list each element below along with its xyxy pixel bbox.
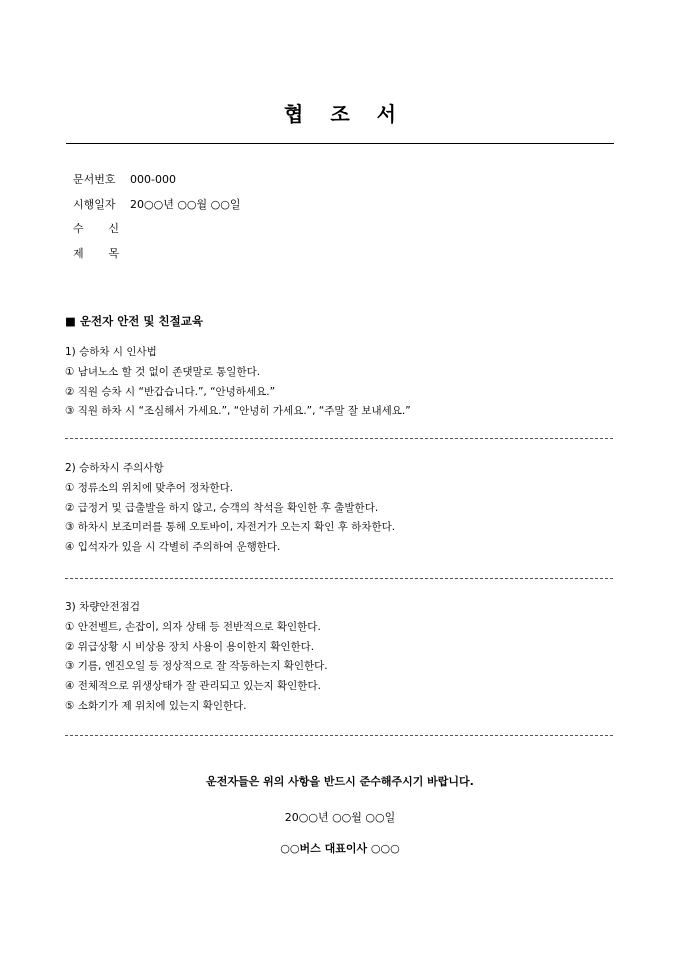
closing-date: 20○○년 ○○월 ○○일 [284,811,396,824]
list-item: ② 급정거 및 급출발을 하지 않고, 승객의 착석을 확인한 후 출발한다. [65,501,379,514]
list-item: ① 정류소의 위치에 맞추어 정차한다. [65,481,234,494]
dashed-divider [65,438,613,439]
section-block-boarding-cautions [65,460,395,559]
meta-key-char: 제 [73,246,84,260]
block-heading: 3) 차량안전점검 [65,601,140,613]
block-heading: 2) 승하차시 주의사항 [65,462,164,474]
meta-row-issue-date [73,197,240,222]
list-item: ② 위급상황 시 비상용 장치 사용이 용이한지 확인한다. [65,640,315,653]
meta-key: 시행일자 [73,197,116,211]
block-heading: 1) 승하차 시 인사법 [65,346,157,358]
list-item: ③ 하차시 보조미러를 통해 오토바이, 자전거가 오는지 확인 후 하차한다. [65,521,396,534]
section-block-greetings [65,344,411,423]
dashed-divider [65,735,613,736]
meta-row-subject [73,246,240,271]
meta-row-doc-number [73,172,240,197]
meta-key [73,246,119,271]
list-item: ③ 직원 하차 시 “조심해서 가세요.”, “안녕히 가세요.”, “주말 잘 보내세요.” [65,405,411,418]
meta-key [73,221,119,246]
meta-row-recipient [73,221,240,246]
section-title: ■ 운전자 안전 및 친절교육 [65,314,203,328]
closing-signature: ○○버스 대표이사 ○○○ [280,842,400,855]
list-item: ① 남녀노소 할 것 없이 존댓말로 통일한다. [65,365,261,378]
meta-value: 20○○년 ○○월 ○○일 [130,197,241,211]
meta-key-char: 수 [73,222,84,235]
title-divider [66,143,614,144]
meta-value: 000-000 [130,173,176,186]
list-item: ⑤ 소화기가 제 위치에 있는지 확인한다. [65,699,247,712]
list-item: ③ 기름, 엔진오일 등 정상적으로 잘 작동하는지 확인한다. [65,660,328,673]
list-item: ② 직원 승차 시 “반갑습니다.”, “안녕하세요.” [65,385,276,398]
dashed-divider [65,578,613,579]
document-meta [73,172,240,270]
list-item: ① 안전벨트, 손잡이, 의자 상태 등 전반적으로 확인한다. [65,620,321,633]
meta-key: 문서번호 [73,173,116,186]
list-item: ④ 전체적으로 위생상태가 잘 관리되고 있는지 확인한다. [65,680,321,693]
meta-key-char: 목 [108,246,119,260]
section-block-vehicle-check [65,599,328,718]
document-title: 협 조 서 [284,102,406,126]
meta-key-char: 신 [108,222,119,235]
closing-request: 운전자들은 위의 사항을 반드시 준수해주시기 바랍니다. [206,775,474,788]
list-item: ④ 입석자가 있을 시 각별히 주의하여 운행한다. [65,541,281,554]
